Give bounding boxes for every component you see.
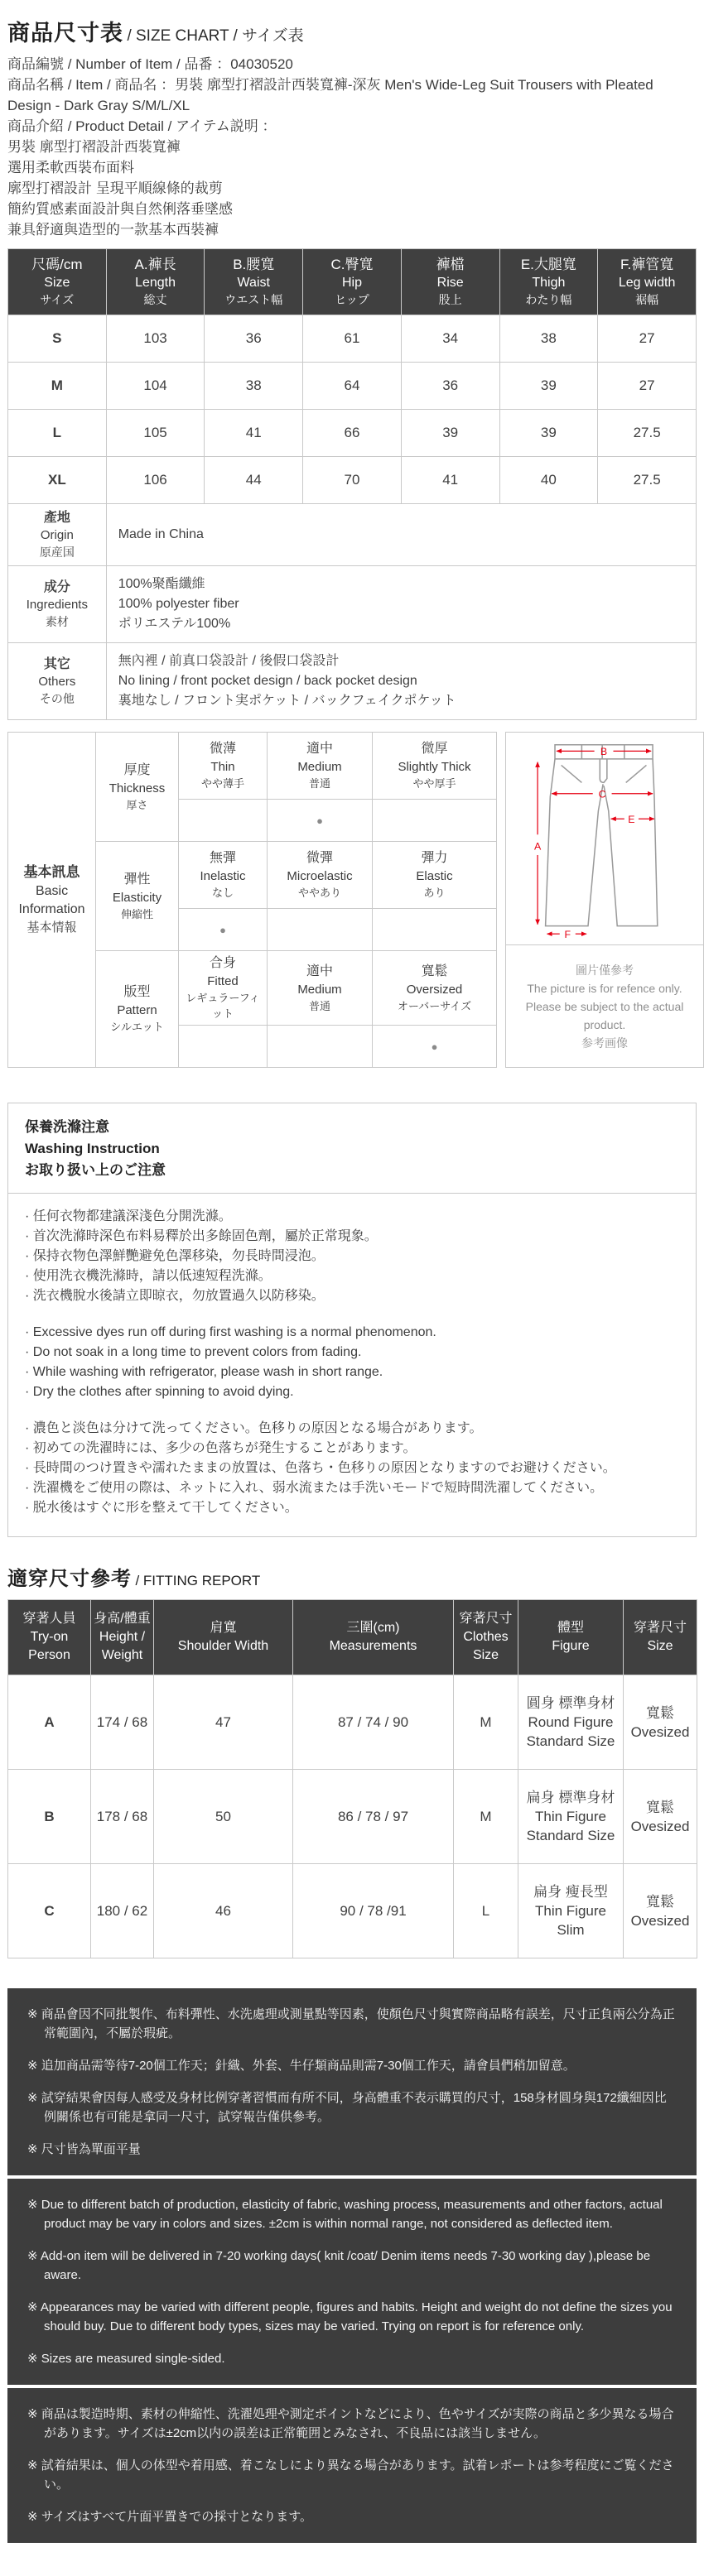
- ingredients-label: 成分 Ingredients 素材: [8, 566, 107, 643]
- pattern-option: 寬鬆 Oversized オーバーサイズ: [373, 951, 497, 1026]
- product-info-line: 商品編號 / Number of Item / 品番 ：04030520: [7, 56, 293, 72]
- origin-value: Made in China: [106, 504, 696, 566]
- elasticity-dot: [373, 909, 497, 951]
- page-title-zh: 商品尺寸表: [7, 21, 123, 46]
- pattern-dot-selected: ●: [373, 1026, 497, 1068]
- others-row: [8, 643, 697, 720]
- pattern-dot: [179, 1026, 268, 1068]
- size-value: 27.5: [598, 457, 697, 504]
- fitting-col-header: 體型 Figure: [518, 1600, 624, 1675]
- size-label: L: [8, 410, 107, 457]
- size-value: 38: [499, 315, 598, 363]
- others-value: 無內裡 / 前真口袋設計 / 後假口袋設計 No lining / front pocket design / back pocket design 裏地なし / フロント実ポケット / バックフェイクポケット: [106, 643, 696, 720]
- product-info-line: 簡約質感素面設計與自然俐落垂墜感: [7, 201, 233, 217]
- product-info-line: 商品名稱 / Item / 商品名 ：男裝 廓型打褶設計西裝寬褲-深灰 Men's Wide-Leg Suit Trousers with Pleated Design - Dark Gray S/M/L/XL: [7, 77, 653, 113]
- thickness-dot: [179, 800, 268, 842]
- product-info-line: 選用柔軟西裝布面料: [7, 160, 134, 175]
- size-row-m: [8, 363, 697, 410]
- product-info-line: 廓型打褶設計 呈現平順線條的裁剪: [7, 180, 223, 196]
- trousers-diagram-svg: [506, 735, 703, 942]
- origin-label: 產地 Origin 原産国: [8, 504, 107, 566]
- elasticity-dot-selected: ●: [179, 909, 268, 951]
- size-value: 41: [401, 457, 499, 504]
- fitting-col-header: 三圍(cm) Measurements: [293, 1600, 454, 1675]
- thickness-option: 適中 Medium 普通: [268, 733, 373, 800]
- shoulder-width: 50: [154, 1770, 293, 1864]
- clothes-size: L: [454, 1864, 518, 1958]
- figure-type: 扁身 瘦長型 Thin Figure Slim: [518, 1864, 624, 1958]
- thickness-option: 微薄 Thin やや薄手: [179, 733, 268, 800]
- size-value: 34: [401, 315, 499, 363]
- size-row-s: [8, 315, 697, 363]
- measurements: 90 / 78 /91: [293, 1864, 454, 1958]
- origin-row: [8, 504, 697, 566]
- size-value: 27: [598, 315, 697, 363]
- dim-label-c: C: [598, 788, 606, 800]
- fitting-row-a: [8, 1675, 697, 1770]
- fitting-table: [7, 1599, 697, 1958]
- height-weight: 174 / 68: [91, 1675, 154, 1770]
- size-value: 106: [106, 457, 205, 504]
- size-value: 61: [303, 315, 402, 363]
- size-value: 27: [598, 363, 697, 410]
- dim-label-b: B: [600, 746, 608, 758]
- notes-zh: ※ 商品會因不同批製作、布料彈性、水洗處理或測量點等因素，使顏色尺寸與實際商品略有誤差，尺寸正負兩公分為正常範圍內，不屬於瑕疵。 ※ 追加商品需等待7-20個工作天；針織、外套、牛仔類商品則需7-30個工作天，請會員們稍加留意。 ※ 試穿結果會因每人感受及身材比例穿著習慣而有所不同，身高體重不表示購買的尺寸，158身材圓身與172纖細因比例關係也有可能是拿同一尺寸，試穿報告僅供參考。 ※ 尺寸皆為單面平量: [7, 1988, 697, 2175]
- fitting-row-c: [8, 1864, 697, 1958]
- size-value: 39: [499, 363, 598, 410]
- product-info: [7, 54, 697, 240]
- tryon-person: A: [8, 1675, 91, 1770]
- fitting-row-b: [8, 1770, 697, 1864]
- dim-label-a: A: [533, 840, 542, 853]
- page-title-suffix: / SIZE CHART / サイズ表: [127, 27, 304, 45]
- thickness-option: 微厚 Slightly Thick やや厚手: [373, 733, 497, 800]
- ingredients-value: 100%聚酯纖維 100% polyester fiber ポリエステル100%: [106, 566, 696, 643]
- clothes-size: M: [454, 1675, 518, 1770]
- clothes-size: M: [454, 1770, 518, 1864]
- fit-size: 寬鬆 Ovesized: [624, 1864, 697, 1958]
- size-value: 38: [205, 363, 303, 410]
- elasticity-dot: [268, 909, 373, 951]
- elasticity-option: 微彈 Microelastic ややあり: [268, 842, 373, 909]
- size-value: 39: [499, 410, 598, 457]
- others-label: 其它 Others その他: [8, 643, 107, 720]
- size-col-header: 尺碼/cm Size サイズ: [8, 249, 107, 315]
- fitting-col-header: 身高/體重 Height / Weight: [91, 1600, 154, 1675]
- figure-type: 扁身 標準身材 Thin Figure Standard Size: [518, 1770, 624, 1864]
- dimension-labels: [534, 746, 635, 940]
- fitting-col-header: 穿著尺寸 Size: [624, 1600, 697, 1675]
- pattern-dot: [268, 1026, 373, 1068]
- thickness-dot-selected: ●: [268, 800, 373, 842]
- elasticity-option: 無彈 Inelastic なし: [179, 842, 268, 909]
- size-label: M: [8, 363, 107, 410]
- size-value: 70: [303, 457, 402, 504]
- shoulder-width: 46: [154, 1864, 293, 1958]
- size-value: 103: [106, 315, 205, 363]
- fitting-title-suffix: / FITTING REPORT: [135, 1573, 261, 1588]
- washing-bullets-en: · Excessive dyes run off during first washing is a normal phenomenon. · Do not soak in a long time to prevent colors from fading. · While washing with refrigerator, please wash in short range. · Dry the clothes after spinning to avoid dying.: [25, 1325, 436, 1399]
- size-table: [7, 248, 697, 720]
- size-value: 66: [303, 410, 402, 457]
- size-value: 36: [401, 363, 499, 410]
- measurements: 87 / 74 / 90: [293, 1675, 454, 1770]
- size-label: S: [8, 315, 107, 363]
- dim-label-f: F: [564, 928, 571, 940]
- size-col-header: C.臀寬 Hip ヒップ: [303, 249, 402, 315]
- trousers-measurement-diagram: [505, 732, 704, 945]
- size-value: 40: [499, 457, 598, 504]
- washing-bullets-zh: · 任何衣物都建議深淺色分開洗滌。 · 首次洗滌時深色布料易釋於出多餘固色劑，屬於正常現象。 · 保持衣物色澤鮮艷避免色澤移染，勿長時間浸泡。 · 使用洗衣機洗滌時，請以低速短程洗滌。 · 洗衣機脫水後請立即晾衣，勿放置過久以防移染。: [25, 1209, 378, 1303]
- dim-label-e: E: [628, 813, 635, 825]
- size-value: 64: [303, 363, 402, 410]
- height-weight: 178 / 68: [91, 1770, 154, 1864]
- size-col-header: B.腰寬 Waist ウエスト幅: [205, 249, 303, 315]
- tryon-person: C: [8, 1864, 91, 1958]
- size-value: 105: [106, 410, 205, 457]
- trousers-outline: [546, 745, 658, 926]
- notes-en: ※ Due to different batch of production, elasticity of fabric, washing process, measurements and other factors, actual product may be vary in colors and sizes. ±2cm is within normal range, not considered as deflected item. ※ Add-on item will be delivered in 7-20 working days( knit /coat/ Denim items needs 7-30 working day ),please be aware. ※ Appearances may be varied with different people, figures and habits. Height and weight do not define the sizes you should buy. Due to different body types, sizes may be varied. Trying on report is for reference only. ※ Sizes are measured single-sided.: [7, 2179, 697, 2385]
- basic-info-section: [7, 732, 697, 1068]
- page-title: [7, 15, 697, 47]
- pattern-option: 適中 Medium 普通: [268, 951, 373, 1026]
- shoulder-width: 47: [154, 1675, 293, 1770]
- elasticity-label: 彈性 Elasticity 伸縮性: [96, 842, 179, 951]
- fitting-report-title: [7, 1562, 697, 1591]
- basic-info-title: 基本訊息 Basic Information 基本情報: [8, 733, 96, 1068]
- washing-instruction-title: 保養洗滌注意 Washing Instruction お取り扱い上のご注意: [8, 1103, 696, 1194]
- figure-type: 圓身 標準身材 Round Figure Standard Size: [518, 1675, 624, 1770]
- tryon-person: B: [8, 1770, 91, 1864]
- size-value: 44: [205, 457, 303, 504]
- washing-instruction-box: [7, 1103, 697, 1537]
- fitting-col-header: 肩寬 Shoulder Width: [154, 1600, 293, 1675]
- size-table-header-row: [8, 249, 697, 315]
- diagram-caption: 圖片僅參考 The picture is for refence only. Please be subject to the actual product. 参考画像: [505, 944, 704, 1068]
- size-col-header: E.大腿寬 Thigh わたり幅: [499, 249, 598, 315]
- elasticity-option: 彈力 Elastic あり: [373, 842, 497, 909]
- size-row-l: [8, 410, 697, 457]
- size-label: XL: [8, 457, 107, 504]
- diagram-column: [505, 732, 704, 1068]
- ingredients-row: [8, 566, 697, 643]
- size-value: 41: [205, 410, 303, 457]
- fitting-title-zh: 適穿尺寸參考: [7, 1568, 132, 1590]
- size-col-header: F.褲管寬 Leg width 裾幅: [598, 249, 697, 315]
- washing-bullets-jp: · 濃色と淡色は分けて洗ってください。色移りの原因となる場合があります。 · 初めての洗濯時には、多少の色落ちが発生することがあります。 · 長時間のつけ置きや濡れたままの放置は、色落ち・色移りの原因となりますのでお避けください。 · 洗濯機をご使用の際は、ネットに入れ、弱水流または手洗いモードで短時間洗濯してください。 · 脱水後はすぐに形を整えて干してください。: [25, 1421, 616, 1515]
- height-weight: 180 / 62: [91, 1864, 154, 1958]
- size-value: 27.5: [598, 410, 697, 457]
- size-col-header: 褲檔 Rise 股上: [401, 249, 499, 315]
- fit-size: 寬鬆 Ovesized: [624, 1770, 697, 1864]
- fit-size: 寬鬆 Ovesized: [624, 1675, 697, 1770]
- washing-instruction-body: [8, 1194, 696, 1536]
- fitting-col-header: 穿著尺寸 Clothes Size: [454, 1600, 518, 1675]
- size-value: 39: [401, 410, 499, 457]
- basic-info-table: [7, 732, 497, 1068]
- measurements: 86 / 78 / 97: [293, 1770, 454, 1864]
- size-value: 104: [106, 363, 205, 410]
- fitting-header-row: [8, 1600, 697, 1675]
- size-row-xl: [8, 457, 697, 504]
- notes-jp: ※ 商品は製造時期、素材の伸縮性、洗濯処理や測定ポイントなどにより、色やサイズが実際の商品と多少異なる場合があります。サイズは±2cm以内の誤差は正常範囲とみなされ、不良品には該当しません。 ※ 試着結果は、個人の体型や着用感、着こなしにより異なる場合があります。試着レポートは参考程度にご覧ください。 ※ サイズはすべて片面平置きでの採寸となります。: [7, 2388, 697, 2543]
- product-info-line: 男裝 廓型打褶設計西裝寬褲: [7, 139, 181, 155]
- product-info-line: 兼具舒適與造型的一款基本西裝褲: [7, 222, 219, 238]
- pattern-option: 合身 Fitted レギュラーフィット: [179, 951, 268, 1026]
- pattern-label: 版型 Pattern シルエット: [96, 951, 179, 1068]
- thickness-dot: [373, 800, 497, 842]
- size-col-header: A.褲長 Length 総丈: [106, 249, 205, 315]
- product-info-line: 商品介紹 / Product Detail / アイテム説明 ：: [7, 118, 277, 134]
- thickness-label: 厚度 Thickness 厚さ: [96, 733, 179, 842]
- fitting-col-header: 穿著人員 Try-on Person: [8, 1600, 91, 1675]
- size-value: 36: [205, 315, 303, 363]
